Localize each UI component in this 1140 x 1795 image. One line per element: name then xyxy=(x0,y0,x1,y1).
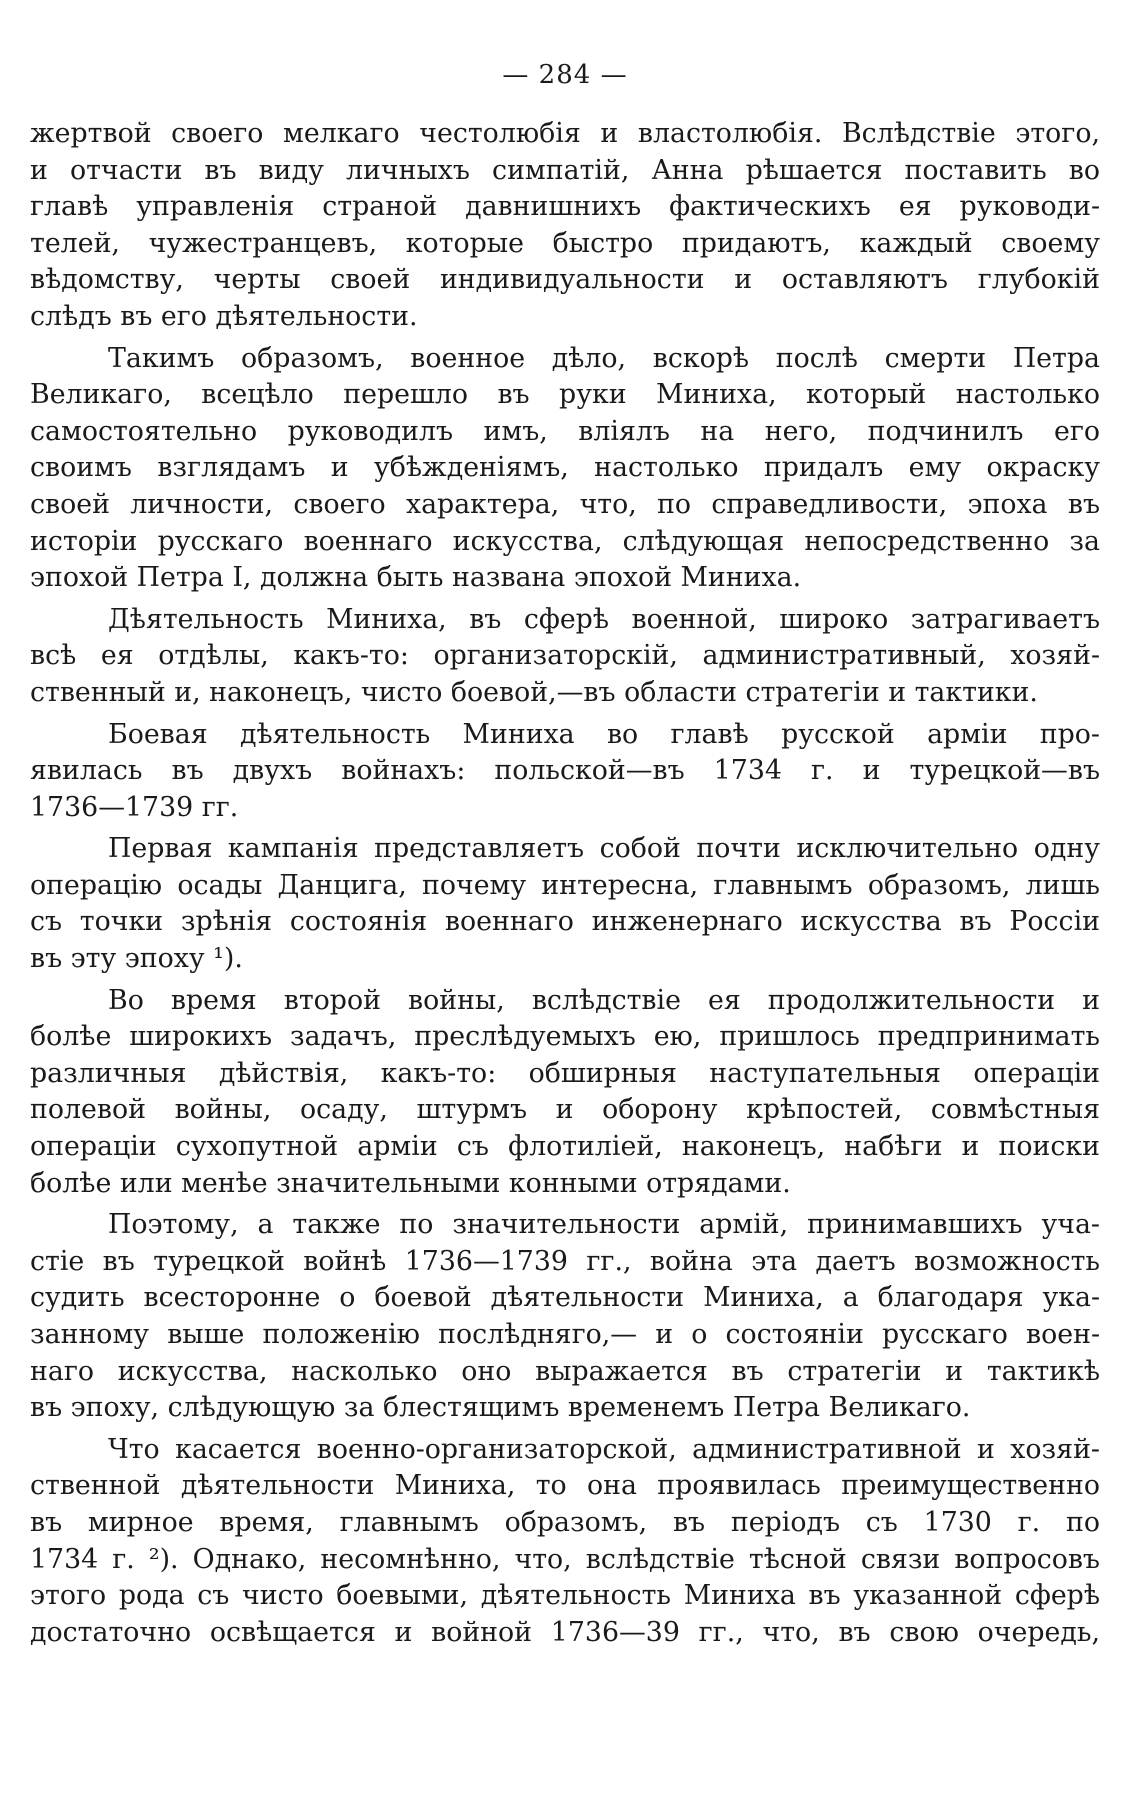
paragraph xyxy=(30,1207,1100,1427)
text-line: Дѣятельность Миниха, въ сферѣ военной, широко затрагиваетъ xyxy=(108,603,1100,635)
text-line: самостоятельно руководилъ имъ, вліялъ на него, подчинилъ его xyxy=(30,415,1100,447)
text-line: главѣ управленія страной давнишнихъ фактическихъ ея руководи- xyxy=(30,191,1100,223)
text-line: этого рода съ чисто боевыми, дѣятельность Миниха въ указанной сферѣ xyxy=(30,1580,1100,1612)
text-line: телей, чужестранцевъ, которые быстро придаютъ, каждый своему xyxy=(30,227,1100,259)
paragraph xyxy=(30,341,1100,597)
paragraph xyxy=(30,717,1100,827)
text-line: Во время второй войны, вслѣдствіе ея продолжительности и xyxy=(108,984,1100,1016)
text-line: своей личности, своего характера, что, по справедливости, эпоха въ xyxy=(30,488,1100,520)
text-line: полевой войны, осаду, штурмъ и оборону крѣпостей, совмѣстныя xyxy=(30,1094,1100,1126)
paragraph xyxy=(30,1432,1100,1652)
text-line: слѣдъ въ его дѣятельности. xyxy=(30,300,418,332)
text-line: болѣе широкихъ задачъ, преслѣдуемыхъ ею, пришлось предпринимать xyxy=(30,1021,1100,1053)
text-line: занному выше положенію послѣдняго,— и о состояніи русскаго воен- xyxy=(30,1319,1100,1350)
text-line: достаточно освѣщается и войной 1736—39 гг., что, въ свою очередь, xyxy=(30,1616,1100,1648)
text-line: операціи сухопутной арміи съ флотиліей, наконецъ, набѣги и поиски xyxy=(30,1131,1100,1163)
text-line: 1736—1739 гг. xyxy=(30,791,239,823)
text-line: исторіи русскаго военнаго искусства, слѣдующая непосредственно за xyxy=(30,525,1100,557)
text-line: Первая кампанія представляетъ собой почти исключительно одну xyxy=(108,833,1100,865)
text-line: своимъ взглядамъ и убѣжденіямъ, настолько придалъ ему окраску xyxy=(30,452,1100,484)
text-line: Что касается военно-организаторской, административной и хозяй- xyxy=(108,1433,1100,1465)
text-line: Великаго, всецѣло перешло въ руки Миниха, который настолько xyxy=(30,379,1100,411)
text-line: 1734 г. ²). Однако, несомнѣнно, что, вслѣдствіе тѣсной связи вопросовъ xyxy=(30,1543,1100,1575)
text-line: вѣдомству, черты своей индивидуальности и оставляютъ глубокій xyxy=(30,264,1100,296)
paragraph xyxy=(30,983,1100,1203)
page-number: — 284 — xyxy=(502,60,628,90)
text-line: Поэтому, а также по значительности армій, принимавшихъ уча- xyxy=(108,1209,1100,1241)
text-line: съ точки зрѣнія состоянія военнаго инженернаго искусства въ Россіи xyxy=(30,906,1100,938)
text-line: судить всесторонне о боевой дѣятельности Миниха, а благодаря ука- xyxy=(30,1282,1100,1314)
text-line: стіе въ турецкой войнѣ 1736—1739 гг., война эта даетъ возможность xyxy=(30,1245,1100,1277)
text-line: Такимъ образомъ, военное дѣло, вскорѣ послѣ смерти Петра xyxy=(108,342,1100,374)
text-line: и отчасти въ виду личныхъ симпатій, Анна рѣшается поставить во xyxy=(30,154,1100,186)
paragraph xyxy=(30,602,1100,712)
text-line: жертвой своего мелкаго честолюбія и властолюбія. Вслѣдствіе этого, xyxy=(30,118,1100,149)
text-line: въ эпоху, слѣдующую за блестящимъ временемъ Петра Великаго. xyxy=(30,1392,971,1424)
text-line: эпохой Петра I, должна быть названа эпохой Миниха. xyxy=(30,562,802,594)
text-line: операцію осады Данцига, почему интересна, главнымъ образомъ, лишь xyxy=(30,869,1100,901)
text-line: явилась въ двухъ войнахъ: польской—въ 1734 г. и турецкой—въ xyxy=(30,755,1100,787)
text-line: ственный и, наконецъ, чисто боевой,—въ области стратегіи и тактики. xyxy=(30,676,1038,708)
text-line: болѣе или менѣе значительными конными отрядами. xyxy=(30,1167,791,1199)
paragraph xyxy=(30,116,1100,336)
text-line: Боевая дѣятельность Миниха во главѣ русской арміи про- xyxy=(108,718,1100,750)
text-line: ственной дѣятельности Миниха, то она проявилась преимущественно xyxy=(30,1470,1100,1502)
text-line: въ мирное время, главнымъ образомъ, въ періодъ съ 1730 г. по xyxy=(30,1506,1100,1538)
text-line: всѣ ея отдѣлы, какъ-то: организаторскій, административный, хозяй- xyxy=(30,640,1100,672)
paragraph xyxy=(30,831,1100,977)
book-page xyxy=(30,58,1100,1656)
text-line: наго искусства, насколько оно выражается въ стратегіи и тактикѣ xyxy=(30,1355,1100,1387)
text-line: въ эту эпоху ¹). xyxy=(30,943,243,975)
text-line: различныя дѣйствія, какъ-то: обширныя наступательныя операціи xyxy=(30,1057,1100,1089)
text-body xyxy=(30,116,1100,1651)
